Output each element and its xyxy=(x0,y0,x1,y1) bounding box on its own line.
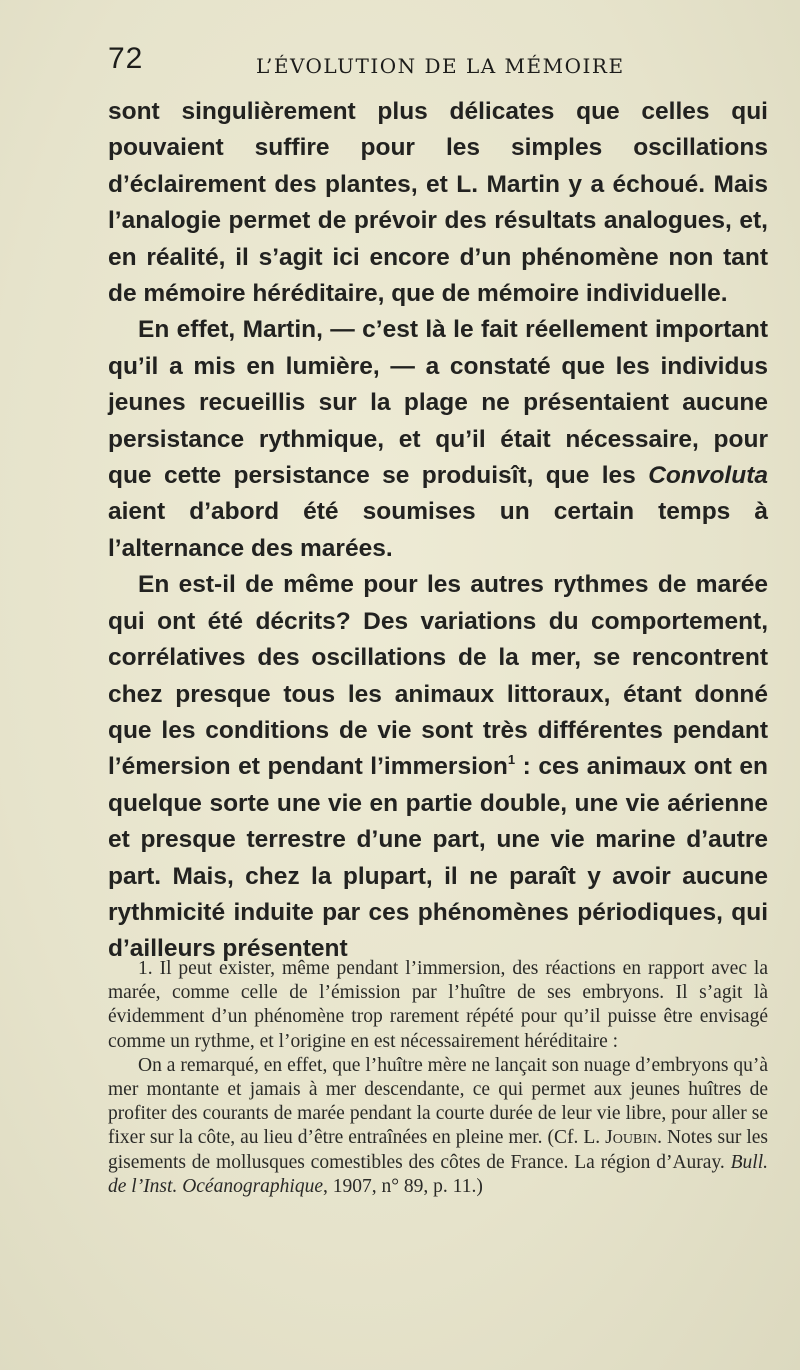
footnote-reference: 1 xyxy=(507,752,516,768)
paragraph-3 xyxy=(108,567,768,967)
paragraph-2 xyxy=(108,312,768,567)
footnote-1 xyxy=(108,957,768,1054)
running-title: L’ÉVOLUTION DE LA MÉMOIRE xyxy=(256,54,625,78)
species-name-italic: Convoluta xyxy=(648,462,768,490)
paragraph-3-text-a: En est-il de même pour les autres rythmes de marée qui ont été décrits? Des variations du comportement, corrélatives des oscillations de la mer, se rencontrent chez presque tous les animaux littoraux, étant donné que les conditions de vie sont très différentes pendant l’émersion et pendant l’immersion xyxy=(108,571,768,781)
cited-author: Joubin xyxy=(605,1127,658,1149)
paragraph-2-text-b: aient d’abord été soumises un certain temps à l’alternance des marées. xyxy=(108,498,768,562)
cited-journal: Bull. de l’Inst. Océanographique xyxy=(108,1151,768,1197)
page-number: 72 xyxy=(108,42,144,75)
paragraph-1 xyxy=(108,94,768,312)
paragraph-3-text-b: : ces animaux ont en quelque sorte une vie en partie double, une vie aérienne et presque terrestre d’une part, une vie marine d’autre part. Mais, chez la plupart, il ne paraît y avoir aucune rythmicité induite par ces phénomènes périodiques, qui d’ailleurs présentent xyxy=(108,753,768,963)
footnote-1-continued xyxy=(108,1054,768,1199)
footnote-2-text-b: . Notes sur les gisements de mollusques comestibles des côtes de France. La région d’Auray. xyxy=(108,1127,768,1173)
footnote-2-text-a: On a remarqué, en effet, que l’huître mère ne lançait son nuage d’embryons qu’à mer montante et jamais à mer descendante, ce qui permet aux jeunes huîtres de profiter des courants de marée pendant la courte durée de leur vie libre, pour aller se fixer sur la côte, au lieu d’être entraînées en pleine mer. (Cf. L. xyxy=(108,1054,768,1149)
running-head xyxy=(108,42,768,82)
paragraph-2-text-a: En effet, Martin, — c’est là le fait réellement important qu’il a mis en lumière, — a constaté que les individus jeunes recueillis sur la plage ne présentaient aucune persistance rythmique, et qu’il était nécessaire, pour que cette persistance se produisît, que les xyxy=(108,316,768,490)
footnote-1-text: 1. Il peut exister, même pendant l’immersion, des réactions en rapport avec la marée, comme celle de l’émission par l’huître de ses embryons. Il s’agit là évidemment d’un phénomène trop rarement répété pour qu’il puisse être envisagé comme un rythme, et l’origine en est nécessairement héréditaire : xyxy=(108,958,768,1052)
footnotes xyxy=(108,957,768,1199)
footnote-2-text-c: , 1907, n° 89, p. 11.) xyxy=(323,1175,483,1197)
paragraph-1-text: sont singulièrement plus délicates que celles qui pouvaient suffire pour les simples oscillations d’éclairement des plantes, et L. Martin y a échoué. Mais l’analogie permet de prévoir des résultats analogues, et, en réalité, il s’agit ici encore d’un phénomène non tant de mémoire héréditaire, que de mémoire individuelle. xyxy=(108,98,768,308)
body-text xyxy=(108,94,768,968)
